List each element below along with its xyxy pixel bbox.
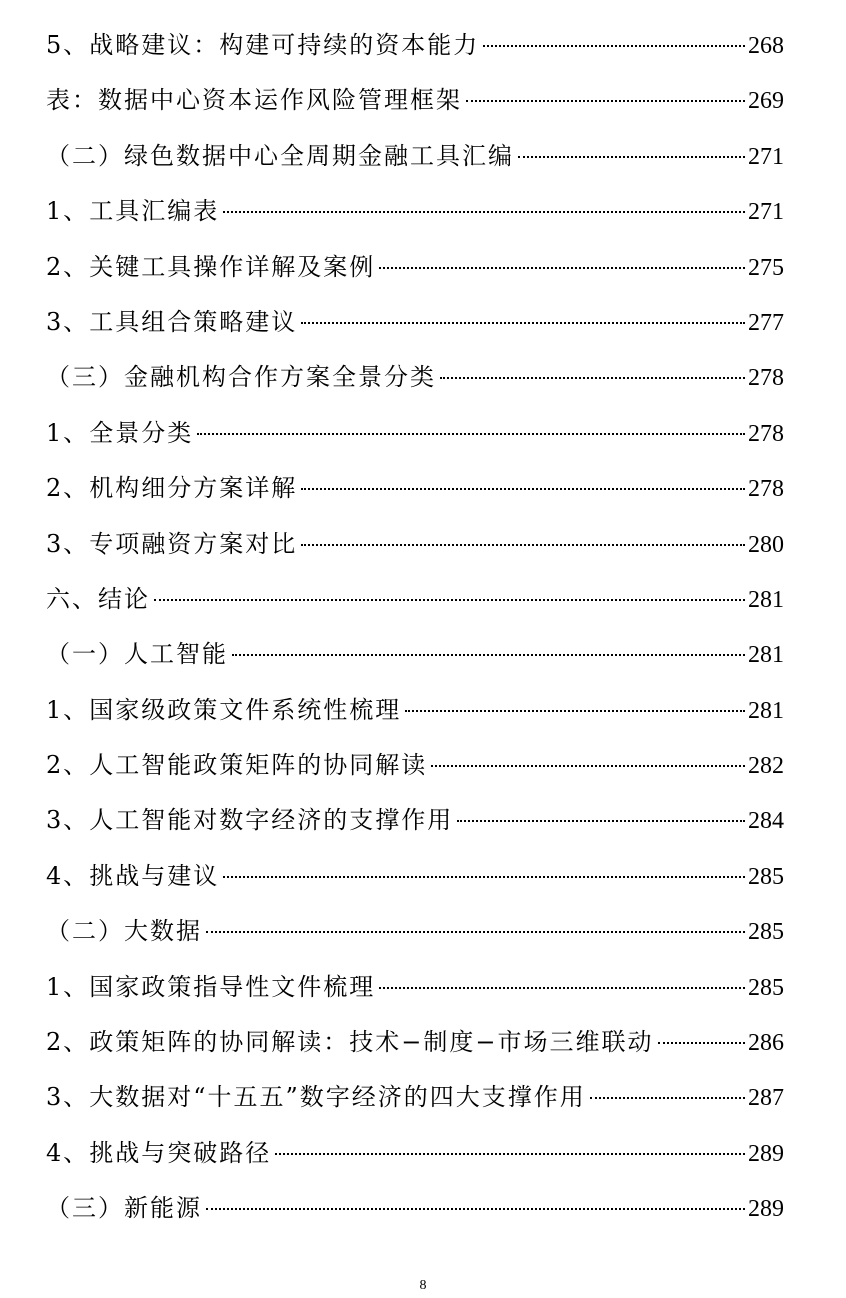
- table-of-contents: [46, 18, 784, 1237]
- toc-entry[interactable]: [46, 73, 784, 128]
- toc-entry-title: （三）金融机构合作方案全景分类: [46, 363, 436, 392]
- toc-entry[interactable]: [46, 1070, 784, 1125]
- toc-entry[interactable]: [46, 1181, 784, 1236]
- toc-entry-title: （一）人工智能: [46, 640, 228, 669]
- toc-entry-page: 271: [748, 199, 784, 226]
- toc-entry-page: 289: [748, 1140, 784, 1167]
- toc-entry-title: 1、工具汇编表: [46, 197, 220, 226]
- dot-leader: [206, 931, 745, 933]
- dot-leader: [405, 710, 745, 712]
- toc-entry[interactable]: [46, 683, 784, 738]
- toc-entry-title: 2、关键工具操作详解及案例: [46, 252, 376, 281]
- toc-entry[interactable]: [46, 240, 784, 295]
- dot-leader: [457, 820, 745, 822]
- toc-entry-title: 1、国家级政策文件系统性梳理: [46, 695, 402, 724]
- toc-entry[interactable]: [46, 738, 784, 793]
- toc-entry-title: 2、人工智能政策矩阵的协同解读: [46, 751, 428, 780]
- toc-entry-page: 285: [748, 919, 784, 946]
- toc-entry-title: 2、机构细分方案详解: [46, 474, 298, 503]
- toc-entry[interactable]: [46, 18, 784, 73]
- dot-leader: [154, 599, 745, 601]
- toc-entry-page: 281: [748, 586, 784, 613]
- toc-entry-title: 4、挑战与建议: [46, 861, 220, 890]
- dot-leader: [223, 211, 745, 213]
- toc-entry-title: 3、人工智能对数字经济的支撑作用: [46, 806, 454, 835]
- toc-entry-page: 269: [748, 88, 784, 115]
- toc-entry-title: （二）大数据: [46, 917, 202, 946]
- dot-leader: [223, 876, 745, 878]
- toc-entry[interactable]: [46, 572, 784, 627]
- toc-entry-title: 3、专项融资方案对比: [46, 529, 298, 558]
- toc-entry-title: 六、结论: [46, 584, 150, 613]
- toc-entry[interactable]: [46, 184, 784, 239]
- toc-entry-title: （三）新能源: [46, 1194, 202, 1223]
- dot-leader: [379, 987, 745, 989]
- toc-entry-page: 282: [748, 753, 784, 780]
- toc-entry-page: 281: [748, 697, 784, 724]
- toc-entry-page: 287: [748, 1085, 784, 1112]
- toc-entry[interactable]: [46, 793, 784, 848]
- toc-entry[interactable]: [46, 350, 784, 405]
- toc-entry[interactable]: [46, 627, 784, 682]
- toc-entry-title: 1、全景分类: [46, 418, 194, 447]
- toc-entry[interactable]: [46, 461, 784, 516]
- toc-entry[interactable]: [46, 129, 784, 184]
- toc-entry-title: 2、政策矩阵的协同解读：技术−制度−市场三维联动: [46, 1028, 654, 1057]
- toc-entry-page: 286: [748, 1030, 784, 1057]
- dot-leader: [518, 156, 745, 158]
- dot-leader: [275, 1153, 745, 1155]
- dot-leader: [301, 488, 745, 490]
- dot-leader: [431, 765, 745, 767]
- toc-entry-title: 3、工具组合策略建议: [46, 307, 298, 336]
- toc-entry[interactable]: [46, 1126, 784, 1181]
- toc-entry[interactable]: [46, 904, 784, 959]
- toc-entry[interactable]: [46, 406, 784, 461]
- toc-entry-title: 表：数据中心资本运作风险管理框架: [46, 86, 462, 115]
- dot-leader: [232, 654, 745, 656]
- toc-entry-page: 278: [748, 476, 784, 503]
- page-number: 8: [419, 1278, 427, 1293]
- toc-entry[interactable]: [46, 960, 784, 1015]
- dot-leader: [466, 100, 745, 102]
- toc-entry-page: 281: [748, 642, 784, 669]
- toc-entry-page: 268: [748, 33, 784, 59]
- toc-entry-title: 5、战略建议：构建可持续的资本能力: [46, 31, 480, 59]
- toc-entry-title: 1、国家政策指导性文件梳理: [46, 972, 376, 1001]
- dot-leader: [658, 1042, 746, 1044]
- dot-leader: [483, 45, 745, 47]
- toc-entry-page: 278: [748, 365, 784, 392]
- toc-entry-page: 275: [748, 254, 784, 281]
- dot-leader: [301, 322, 745, 324]
- toc-entry-page: 271: [748, 143, 784, 170]
- toc-entry-page: 277: [748, 309, 784, 336]
- toc-entry-title: （二）绿色数据中心全周期金融工具汇编: [46, 141, 514, 170]
- dot-leader: [197, 433, 745, 435]
- toc-entry[interactable]: [46, 517, 784, 572]
- toc-entry-page: 278: [748, 420, 784, 447]
- toc-entry-page: 289: [748, 1196, 784, 1223]
- toc-entry-page: 284: [748, 808, 784, 835]
- toc-entry[interactable]: [46, 1015, 784, 1070]
- toc-entry-page: 285: [748, 974, 784, 1001]
- dot-leader: [440, 377, 745, 379]
- toc-entry-page: 280: [748, 531, 784, 558]
- toc-entry-page: 285: [748, 863, 784, 890]
- toc-entry[interactable]: [46, 849, 784, 904]
- toc-entry[interactable]: [46, 295, 784, 350]
- toc-entry-title: 4、挑战与突破路径: [46, 1138, 272, 1167]
- dot-leader: [379, 267, 745, 269]
- dot-leader: [206, 1208, 745, 1210]
- dot-leader: [301, 544, 745, 546]
- dot-leader: [590, 1097, 745, 1099]
- toc-entry-title: 3、大数据对“十五五”数字经济的四大支撑作用: [46, 1083, 586, 1112]
